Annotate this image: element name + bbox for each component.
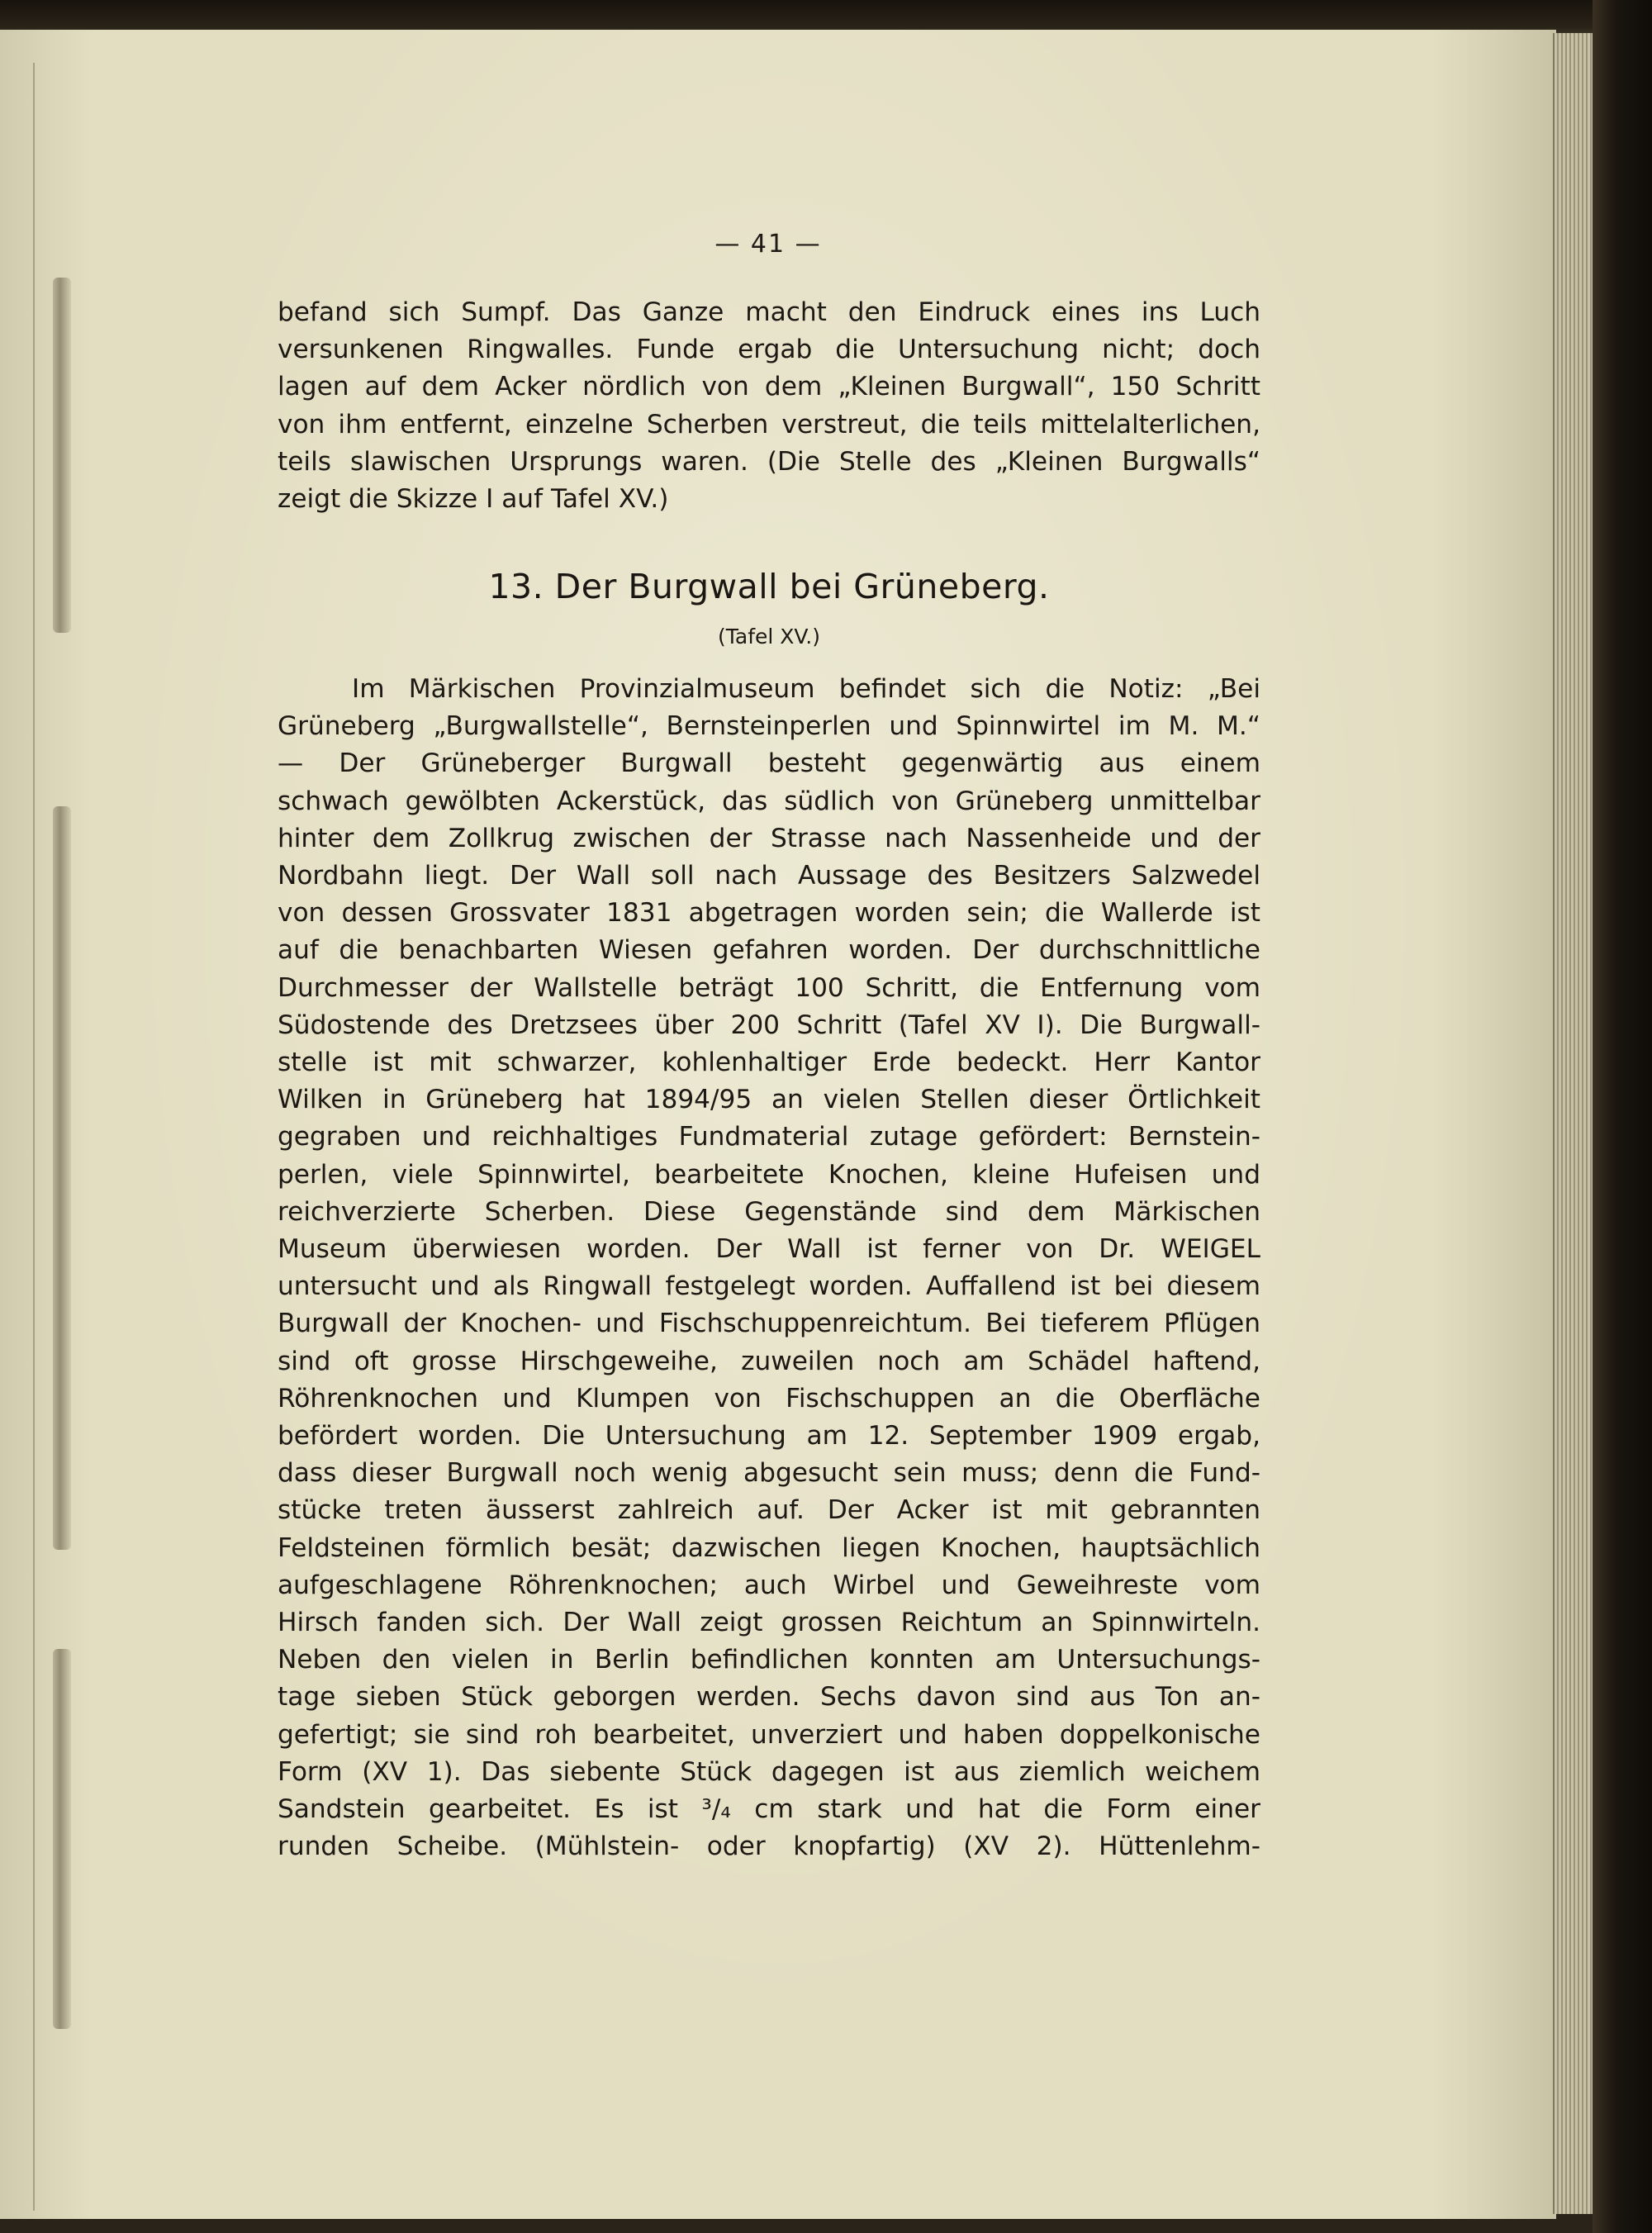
paragraph-2	[278, 671, 1260, 1866]
text-line: perlen, viele Spinnwirtel, bearbeitete Knochen, kleine Hufeisen und	[278, 1159, 1260, 1190]
text-line: dass dieser Burgwall noch wenig abgesucht sein muss; denn die Fund-	[278, 1458, 1260, 1489]
text-line: untersucht und als Ringwall festgelegt worden. Auffallend ist bei diesem	[278, 1271, 1260, 1302]
text-line: Museum überwiesen worden. Der Wall ist ferner von Dr. WEIGEL	[278, 1234, 1260, 1265]
text-line: hinter dem Zollkrug zwischen der Strasse nach Nassenheide und der	[278, 823, 1260, 853]
binding-thread-upper	[53, 278, 71, 633]
text-line: von dessen Grossvater 1831 abgetragen worden sein; die Wallerde ist	[278, 898, 1260, 929]
text-line: stelle ist mit schwarzer, kohlenhaltiger Erde bedeckt. Herr Kantor	[278, 1048, 1260, 1078]
text-line: Form (XV 1). Das siebente Stück dagegen ist aus ziemlich weichem	[278, 1756, 1260, 1787]
text-line: auf die benachbarten Wiesen gefahren worden. Der durchschnittliche	[278, 935, 1260, 966]
text-line: befand sich Sumpf. Das Ganze macht den Eindruck eines ins Luch	[278, 297, 1260, 327]
text-line: befördert worden. Die Untersuchung am 12. September 1909 ergab,	[278, 1421, 1260, 1451]
paragraph-1	[278, 294, 1260, 518]
text-line: Sandstein gearbeitet. Es ist ³/₄ cm stark und hat die Form einer	[278, 1794, 1260, 1825]
text-line: — Der Grüneberger Burgwall besteht gegenwärtig aus einem	[278, 748, 1260, 779]
text-line: von ihm entfernt, einzelne Scherben verstreut, die teils mittelalterlichen,	[278, 409, 1260, 439]
text-line: gefertigt; sie sind roh bearbeitet, unverziert und haben doppelkonische	[278, 1719, 1260, 1750]
text-line: gegraben und reichhaltiges Fundmaterial zutage gefördert: Bernstein-	[278, 1122, 1260, 1152]
text-line: tage sieben Stück geborgen werden. Sechs davon sind aus Ton an-	[278, 1682, 1260, 1713]
text-line: runden Scheibe. (Mühlstein- oder knopfartig) (XV 2). Hüttenlehm-	[278, 1832, 1260, 1862]
text-line: sind oft grosse Hirschgeweihe, zuweilen noch am Schädel haftend,	[278, 1346, 1260, 1376]
text-line: reichverzierte Scherben. Diese Gegenstände sind dem Märkischen	[278, 1196, 1260, 1227]
text-line: Feldsteinen förmlich besät; dazwischen liegen Knochen, hauptsächlich	[278, 1532, 1260, 1563]
text-line: Durchmesser der Wallstelle beträgt 100 Schritt, die Entfernung vom	[278, 972, 1260, 1003]
text-line: Nordbahn liegt. Der Wall soll nach Aussage des Besitzers Salzwedel	[278, 861, 1260, 891]
text-line: Im Märkischen Provinzialmuseum befindet sich die Notiz: „Bei	[352, 674, 1260, 704]
text-line: lagen auf dem Acker nördlich von dem „Kleinen Burgwall“, 150 Schritt	[278, 372, 1260, 402]
text-line: stücke treten äusserst zahlreich auf. Der Acker ist mit gebrannten	[278, 1495, 1260, 1526]
text-line: Südostende des Dretzsees über 200 Schritt (Tafel XV I). Die Burgwall-	[278, 1010, 1260, 1040]
page-number: — 41 —	[714, 230, 822, 259]
page-edge-stack	[1553, 33, 1594, 2214]
section-heading: 13. Der Burgwall bei Grüneberg.	[488, 567, 1050, 606]
binding-thread-lower	[53, 1649, 71, 2029]
text-line: Burgwall der Knochen- und Fischschuppenreichtum. Bei tieferem Pflügen	[278, 1309, 1260, 1339]
text-line: Wilken in Grüneberg hat 1894/95 an vielen Stellen dieser Örtlichkeit	[278, 1085, 1260, 1115]
text-line: versunkenen Ringwalles. Funde ergab die Untersuchung nicht; doch	[278, 335, 1260, 365]
text-line: Hirsch fanden sich. Der Wall zeigt grossen Reichtum an Spinnwirteln.	[278, 1608, 1260, 1638]
text-line: Grüneberg „Burgwallstelle“, Bernsteinperlen und Spinnwirtel im M. M.“	[278, 711, 1260, 742]
text-line: schwach gewölbten Ackerstück, das südlich von Grüneberg unmittelbar	[278, 786, 1260, 816]
text-line: Röhrenknochen und Klumpen von Fischschuppen an die Oberfläche	[278, 1383, 1260, 1413]
text-line: aufgeschlagene Röhrenknochen; auch Wirbel und Geweihreste vom	[278, 1570, 1260, 1600]
text-line: teils slawischen Ursprungs waren. (Die Stelle des „Kleinen Burgwalls“	[278, 446, 1260, 477]
section-subheading: (Tafel XV.)	[718, 625, 820, 649]
fold-line	[33, 63, 35, 2211]
text-line: Neben den vielen in Berlin befindlichen konnten am Untersuchungs-	[278, 1645, 1260, 1675]
binding-thread-middle	[53, 806, 71, 1550]
book-cover-edge	[1593, 0, 1652, 2233]
text-line: zeigt die Skizze I auf Tafel XV.)	[278, 484, 669, 515]
